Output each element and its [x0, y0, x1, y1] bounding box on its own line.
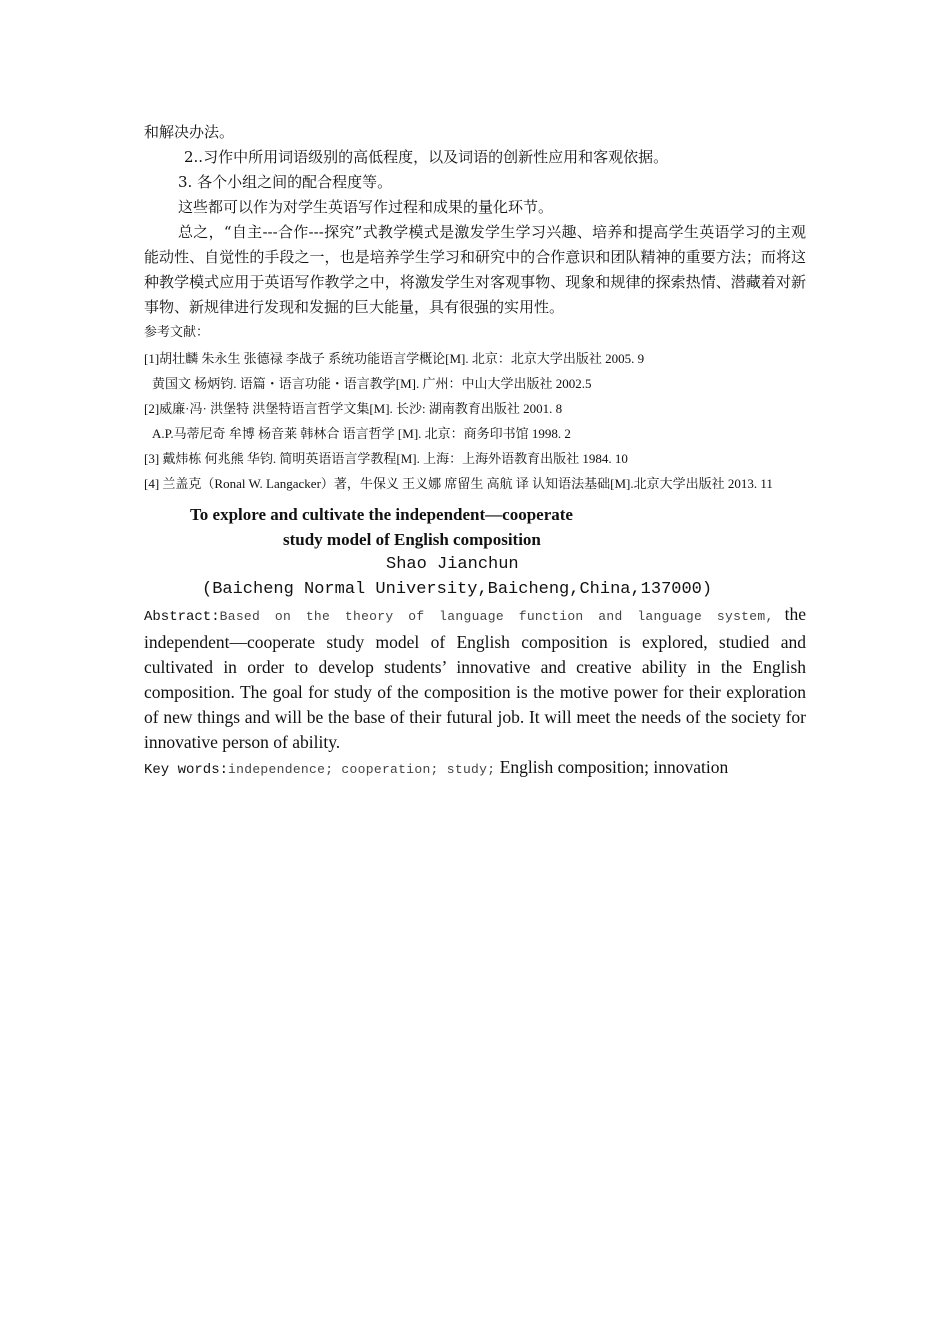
- keywords: [144, 755, 806, 783]
- reference-item: [4] 兰盖克（Ronal W. Langacker）著，牛保义 王义娜 席留生 高航 译 认知语法基础[M].北京大学出版社 2013. 11: [144, 476, 773, 491]
- english-title-line-2: study model of English composition: [283, 530, 541, 549]
- abstract-lead-text: Based on the theory of language function and language system,: [219, 609, 774, 624]
- abstract-body-text: the independent—cooperate study model of English composition is explored, studied and cultivated in order to develop students’ innovative and creative ability in the English composition. The goal for study of the composition is the motive power for their exploration of new things and will be the base of their futural job. It will meet the needs of the society for innovative person of ability.: [144, 604, 806, 752]
- reference-item: [2]威廉·冯· 洪堡特 洪堡特语言哲学文集[M]. 长沙: 湖南教育出版社 2001. 8: [144, 401, 563, 416]
- paragraph-continuation: 和解决办法。: [144, 123, 235, 141]
- english-title-line-1: To explore and cultivate the independent—cooperate: [190, 505, 573, 524]
- references-heading: 参考文献：: [144, 325, 210, 340]
- evaluation-point-3: 3. 各个小组之间的配合程度等。: [178, 173, 393, 191]
- keywords-label: Key words:: [144, 762, 229, 778]
- author-affiliation: (Baicheng Normal University,Baicheng,China,137000): [202, 580, 713, 599]
- quantification-note: 这些都可以作为对学生英语写作过程和成果的量化环节。: [178, 198, 554, 216]
- reference-item: [1]胡壮麟 朱永生 张德禄 李战子 系统功能语言学概论[M]. 北京：北京大学出版社 2005. 9: [144, 351, 645, 366]
- abstract: [144, 602, 806, 755]
- reference-item: 黄国文 杨炳钧. 语篇・语言功能・语言教学[M]. 广州：中山大学出版社 2002.5: [152, 376, 592, 391]
- reference-item: [3] 戴炜栋 何兆熊 华钧. 简明英语语言学教程[M]. 上海：上海外语教育出版社 1984. 10: [144, 451, 628, 466]
- evaluation-point-2: 2..习作中所用词语级别的高低程度，以及词语的创新性应用和客观依据。: [184, 148, 669, 166]
- reference-item: A.P.马蒂尼奇 牟博 杨音莱 韩林合 语言哲学 [M]. 北京：商务印书馆 1998. 2: [152, 426, 571, 441]
- document-page: [144, 120, 806, 783]
- keywords-lead-text: independence; cooperation; study;: [228, 762, 496, 777]
- abstract-label: Abstract:: [144, 609, 220, 625]
- author-name: Shao Jianchun: [386, 555, 519, 574]
- conclusion-paragraph: 总之，“自主---合作---探究”式教学模式是激发学生学习兴趣、培养和提高学生英语学习的主观能动性、自觉性的手段之一，也是培养学生学习和研究中的合作意识和团队精神的重要方法；而将这种教学模式应用于英语写作教学之中，将激发学生对客观事物、现象和规律的探索热情、潜藏着对新事物、新规律进行发现和发掘的巨大能量，具有很强的实用性。: [144, 223, 806, 316]
- keywords-tail-text: English composition; innovation: [495, 757, 729, 777]
